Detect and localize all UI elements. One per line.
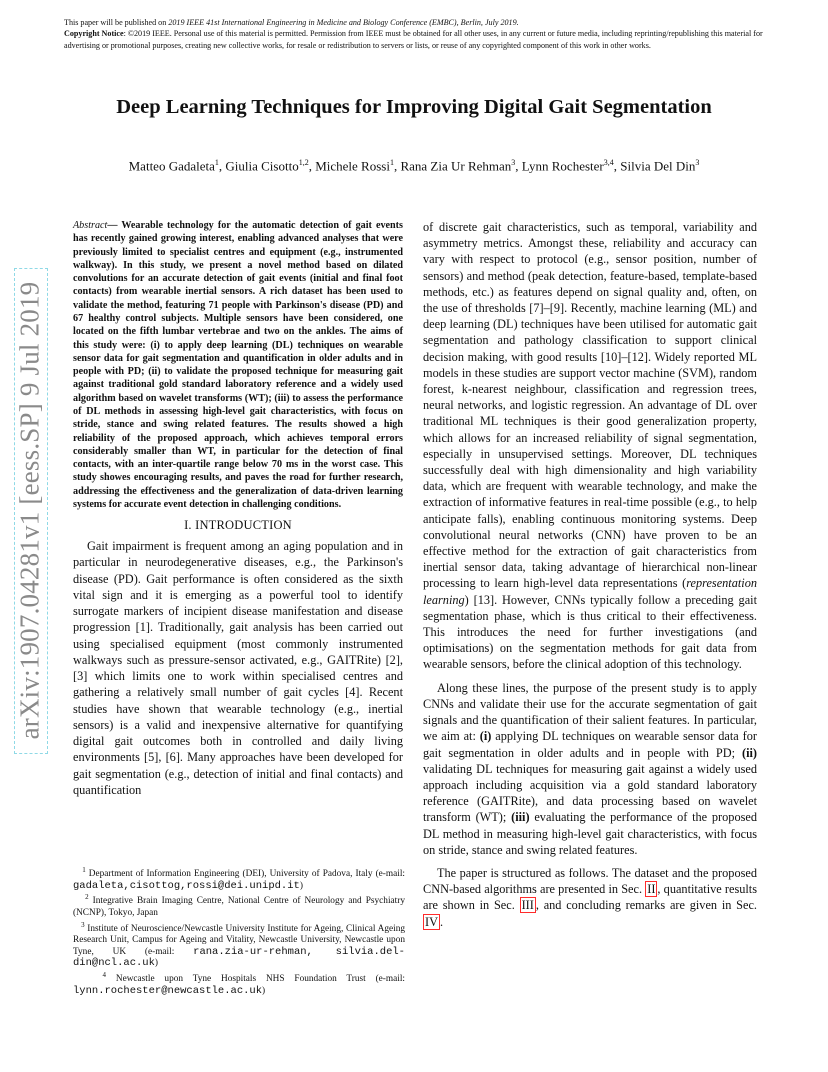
- section-link[interactable]: II: [647, 882, 656, 897]
- copyright-notice: [64, 17, 764, 51]
- footnote: $^3$ Institute of Neuroscience/Newcastle University Institute for Ageing, Clinical Ageing Research Unit, Campus for Ageing and Vitality, Newcastle University, Newcastle upon Tyne, UK (e-mail: rana.zia-ur-rehman, silvia.del-din@ncl.ac.uk): [73, 920, 405, 970]
- body-paragraph: Along these lines, the purpose of the present study is to apply CNNs and validate their use for the accurate segmentation of gait signals and the quantification of their salient features. In particular, we aim at: (i) applying DL techniques on wearable sensor data for gait segmentation in older adults and in people with PD; (ii) validating DL techniques for measuring gait against a widely used approach including acquisition via a gold standard laboratory reference (GAITRite), and data processing based on wavelet transform (WT); (iii) evaluating the performance of the proposed DL method in measuring high-level gait characteristics, with focus on stride, stance and swing related features.: [423, 680, 758, 857]
- publication-line: This paper will be published on 2019 IEEE 41st International Engineering in Medicine and Biology Conference (EMBC), Berlin, July 2019.: [64, 18, 519, 27]
- footnote: $^4$ Newcastle upon Tyne Hospitals NHS Foundation Trust (e-mail: lynn.rochester@newcastle.ac.uk): [73, 971, 405, 997]
- arxiv-stamp[interactable]: arXiv:1907.04281v1 [eess.SP] 9 Jul 2019: [14, 281, 45, 739]
- author: Giulia Cisotto: [225, 158, 299, 174]
- section-link[interactable]: IV: [425, 914, 438, 929]
- email-link[interactable]: gadaleta,cisottog,rossi@dei.unipd.it: [73, 879, 300, 892]
- author: Michele Rossi: [315, 158, 390, 174]
- author: Matteo Gadaleta: [128, 158, 215, 174]
- copyright-text: Copyright Notice: ©2019 IEEE. Personal use of this material is permitted. Permission from IEEE must be obtained for all other uses, in any current or future media, including reprinting/republishing this material for advertising or promotional purposes, creating new collective works, for resale or redistribution to servers or lists, or reuse of any copyrighted component of this work in other works.: [64, 29, 763, 50]
- paper-title: Deep Learning Techniques for Improving Digital Gait Segmentation: [116, 96, 712, 118]
- author: Lynn Rochester: [521, 158, 604, 174]
- footnote: $^2$ Integrative Brain Imaging Centre, National Centre of Neurology and Psychiatry (NCNP), Tokyo, Japan: [73, 893, 405, 918]
- footnote: $^1$ Department of Information Engineering (DEI), University of Padova, Italy (e-mail: gadaleta,cisottog,rossi@dei.unipd.it): [73, 866, 405, 892]
- author: Rana Zia Ur Rehman: [400, 158, 512, 174]
- body-paragraph: of discrete gait characteristics, such as temporal, variability and asymmetry metrics. Amongst these, reliability and accuracy can vary with respect to protocol (e.g., sensor position, number of sensors) and method (peak detection, feature-based, template-based methods, etc.) as features depend on signal quality and, often, on the use of thresholds [7]–[9]. Recently, machine learning (ML) and deep learning (DL) techniques have been utilised for automatic gait segmentation and pathology classification to support clinical decision making, with good results [10]–[12]. Widely reported ML models in these studies are support vector machine (SVM), random forest, k-nearest neighbour, classification and regression trees, neural networks, and logistic regression. An advantage of DL over traditional ML techniques is their good generalization property, which allows for an increased reliability of signal segmentation, especially in unsupervised settings. Moreover, DL techniques successfully deal with high dimensionality and high variability data, which are frequent with wearable technology, and make the extraction of informative features in real-time possible (e.g., to help anticipate falls), enabling continuous monitoring systems. Deep convolutional neural networks (CNN) have proven to be an effective method for the extraction of gait characteristics from inertial sensor data, taking advantage of hierarchical non-linear processing to learn high-level data representations (representation learning) [13]. However, CNNs typically follow a preceding gait segmentation phase, which is thus critical to their effectiveness. This introduces the need for further investigations (and optimisations) on the segmentation methods for gait data from wearable sensors, before the clinical adoption of this technology.: [423, 220, 757, 672]
- email-link[interactable]: rana.zia-ur-rehman, silvia.del-din@ncl.ac.uk: [73, 945, 405, 970]
- affiliation-footnotes: [73, 865, 405, 997]
- right-column: [423, 219, 757, 930]
- body-paragraph: The paper is structured as follows. The dataset and the proposed CNN-based algorithms are presented in Sec. II , quantitative results are shown in Sec. III , and concluding remarks are given in Sec. IV .: [423, 865, 757, 929]
- abstract: [73, 219, 403, 511]
- email-link[interactable]: lynn.rochester@newcastle.ac.uk: [73, 984, 263, 997]
- intro-paragraph: Gait impairment is frequent among an aging population and in particular in neurodegenerative diseases, e.g., the Parkinson's disease (PD). Gait performance is often considered as the sixth vital sign and it is emerging as a powerful tool to identify surrogate markers of incipient disease manifestation and disease progression [1]. Traditionally, gait analysis has been carried out using specialised equipment (most commonly instrumented walkways such as pressure-sensor activated, e.g., GAITRite) [2], [3] which limits one to work within specialised centres and gathering a relatively small number of gait cycles [4]. Recent studies have shown that wearable technology (e.g., inertial sensors) is a valid and inexpensive alternative for quantifying digital gait outcomes both in controlled and daily living environments [5], [6]. Many approaches have been developed for gait segmentation (e.g., detection of initial and final contacts) and quantification: [73, 539, 403, 797]
- abstract-text: — Wearable technology for the automatic detection of gait events has recently gained growing interest, enabling advanced analyses that were previously limited to specialist centres and equipment (e.g., instrumented walkway). In this study, we present a novel method based on dilated convolutions for an accurate detection of gait events (initial and final foot contacts) from wearable inertial sensors. A rich dataset has been used to validate the method, featuring 71 people with Parkinson's disease (PD) and 67 healthy control subjects. Multiple sensors have been considered, one located on the fifth lumbar vertebrae and two on the ankles. The aims of this study were: (i) to apply deep learning (DL) techniques on wearable sensor data for gait segmentation and quantification in older adults and in people with PD; (ii) to validate the proposed technique for measuring gait against traditional gold standard laboratory reference and a widely used algorithm based on wavelet transforms (WT); (iii) to assess the performance of DL methods in assessing high-level gait characteristics, with focus on stride, stance and swing related features. The results showed a high reliability of the proposed approach, which achieves temporal errors considerably smaller than WT, in particular for the detection of final contacts, with an inter-quartile range below 70 ms in the worst case. This study showes encouraging results, and paves the road for further research, addressing the effectiveness and the generalization of data-driven learning systems for accurate event detection in challenging conditions.: [73, 220, 403, 510]
- author: Silvia Del Din: [620, 158, 696, 174]
- section-heading-introduction: I. INTRODUCTION: [184, 518, 292, 533]
- abstract-label: Abstract: [73, 220, 108, 231]
- left-column: [73, 219, 403, 798]
- author-list: Matteo Gadaleta$^1$, Giulia Cisotto$^{1,2}$, Michele Rossi$^1$, Rana Zia Ur Rehman$^3$, Lynn Rochester$^{3,4}$, Silvia Del Din$^3$: [128, 158, 700, 174]
- section-link[interactable]: III: [521, 898, 534, 913]
